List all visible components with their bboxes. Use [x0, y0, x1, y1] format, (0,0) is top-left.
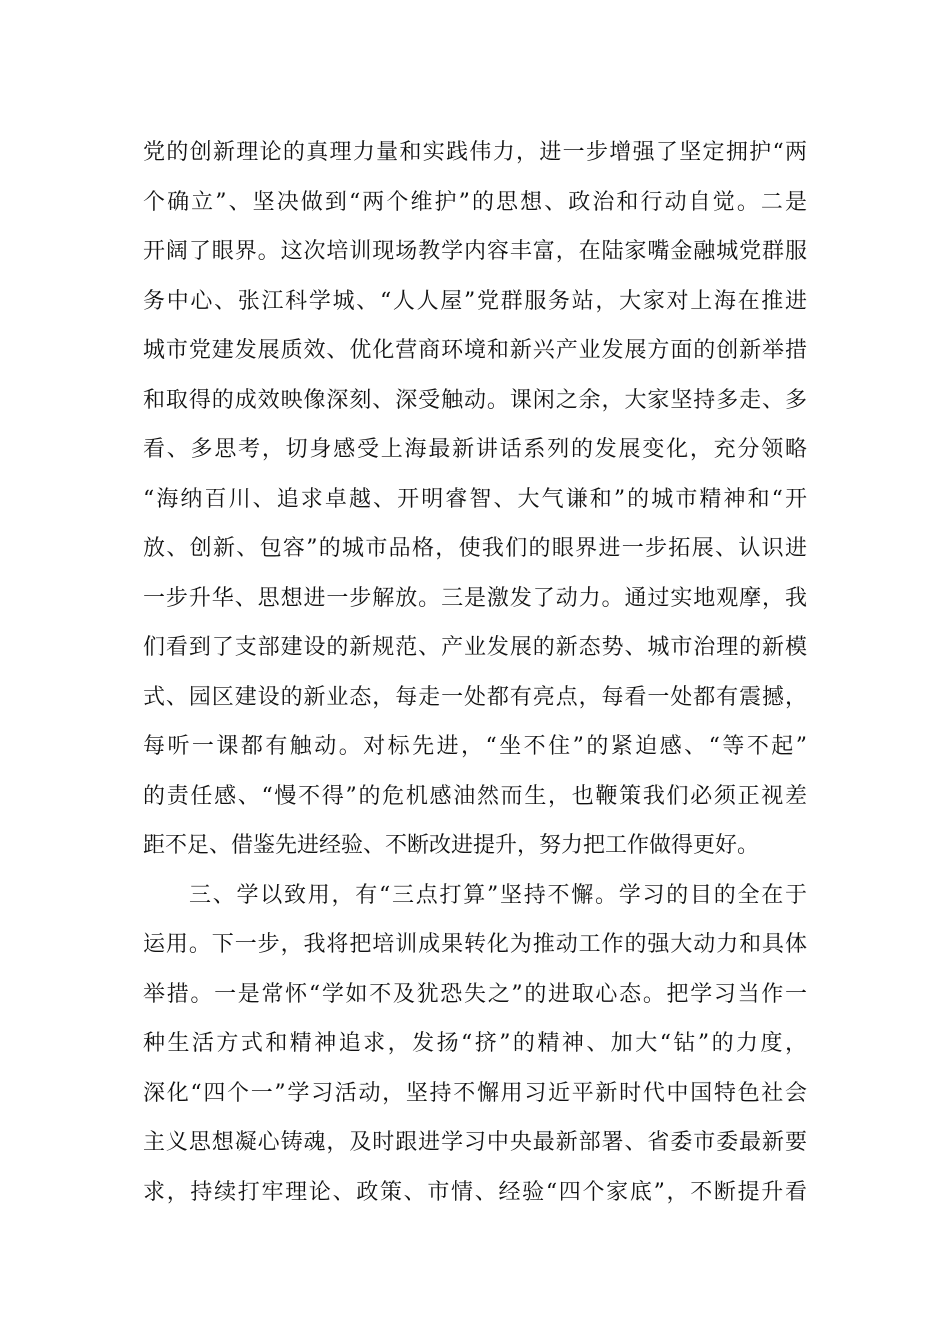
text-line: 看、多思考，切身感受上海最新讲话系列的发展变化，充分领略: [143, 437, 807, 462]
text-line: 务中心、张江科学城、“人人屋”党群服务站，大家对上海在推进: [143, 288, 807, 314]
text-line: “海纳百川、追求卓越、开明睿智、大气谦和”的城市精神和“开: [143, 486, 807, 512]
text-line: 举措。一是常怀“学如不及犹恐失之”的进取心态。把学习当作一: [143, 981, 807, 1007]
text-line: 和取得的成效映像深刻、深受触动。课闲之余，大家坚持多走、多: [143, 387, 807, 413]
text-line: 一步升华、思想进一步解放。三是激发了动力。通过实地观摩，我: [143, 585, 807, 611]
section-heading-line: 三、学以致用，有“三点打算”坚持不懈。学习的目的全在于: [189, 882, 807, 908]
document-body: [143, 128, 807, 1217]
text-line: 距不足、借鉴先进经验、不断改进提升，努力把工作做得更好。: [143, 833, 760, 858]
text-line: 每听一课都有触动。对标先进，“坐不住”的紧迫感、“等不起”: [143, 734, 807, 759]
text-line: 深化“四个一”学习活动，坚持不懈用习近平新时代中国特色社会: [143, 1080, 807, 1106]
text-line: 运用。下一步，我将把培训成果转化为推动工作的强大动力和具体: [143, 932, 807, 957]
text-line: 主义思想凝心铸魂，及时跟进学习中央最新部署、省委市委最新要: [143, 1130, 807, 1155]
text-line: 们看到了支部建设的新规范、产业发展的新态势、城市治理的新模: [143, 635, 807, 660]
text-line: 城市党建发展质效、优化营商环境和新兴产业发展方面的创新举措: [143, 338, 807, 363]
text-line: 的责任感、“慢不得”的危机感油然而生，也鞭策我们必须正视差: [143, 783, 807, 809]
text-line: 个确立”、坚决做到“两个维护”的思想、政治和行动自觉。二是: [143, 189, 807, 215]
text-line: 党的创新理论的真理力量和实践伟力，进一步增强了坚定拥护“两: [143, 140, 807, 165]
text-line: 开阔了眼界。这次培训现场教学内容丰富，在陆家嘴金融城党群服: [143, 239, 807, 264]
text-line: 放、创新、包容”的城市品格，使我们的眼界进一步拓展、认识进: [143, 536, 807, 561]
text-line: 式、园区建设的新业态，每走一处都有亮点，每看一处都有震撼，: [143, 684, 807, 710]
text-line: 求，持续打牢理论、政策、市情、经验“四个家底”，不断提升看: [143, 1179, 807, 1205]
text-line: 种生活方式和精神追求，发扬“挤”的精神、加大“钻”的力度，: [143, 1031, 807, 1056]
